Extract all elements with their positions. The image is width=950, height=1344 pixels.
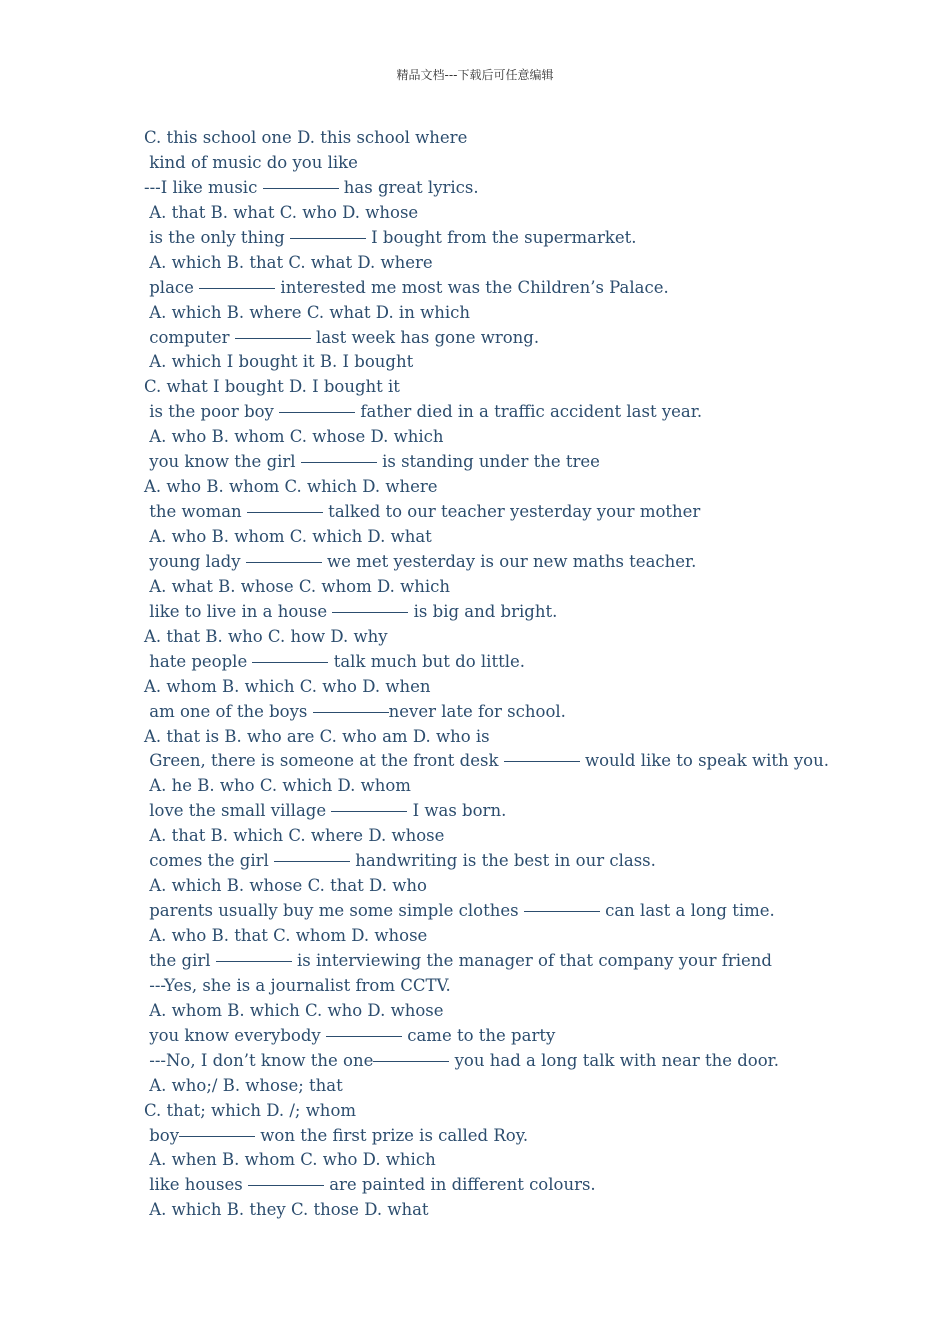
exercise-line — [144, 799, 844, 824]
line-text: A. who B. whom C. whose D. which — [144, 427, 444, 447]
answer-blank — [301, 461, 377, 463]
line-text: has great lyrics. — [338, 177, 479, 197]
answer-blank — [504, 760, 580, 762]
line-text: A. which B. they C. those D. what — [144, 1200, 429, 1220]
line-text: C. that; which D. /; whom — [144, 1100, 357, 1120]
exercise-line — [144, 1198, 844, 1223]
line-text: can last a long time. — [599, 901, 775, 921]
line-text: talk much but do little. — [328, 651, 525, 671]
line-text: the woman — [144, 502, 247, 522]
line-text: place — [144, 277, 200, 297]
line-text: the girl — [144, 950, 216, 970]
line-text: never late for school. — [388, 701, 566, 721]
exercise-line — [144, 500, 844, 525]
line-text: I was born. — [407, 801, 507, 821]
exercise-line — [144, 1024, 844, 1049]
exercise-list — [144, 126, 844, 1223]
exercise-line — [144, 1074, 844, 1099]
exercise-line — [144, 999, 844, 1024]
answer-blank — [279, 411, 355, 413]
answer-blank — [199, 287, 275, 289]
line-text: you know everybody — [144, 1025, 326, 1045]
line-text: interested me most was the Children’s Palace. — [275, 277, 669, 297]
exercise-line — [144, 625, 844, 650]
line-text: would like to speak with you. — [579, 751, 829, 771]
line-text: Green, there is someone at the front desk — [144, 751, 504, 771]
exercise-line — [144, 774, 844, 799]
line-text: A. when B. whom C. who D. which — [144, 1150, 436, 1170]
line-text: A. that B. who C. how D. why — [144, 626, 388, 646]
exercise-line — [144, 201, 844, 226]
exercise-line — [144, 1148, 844, 1173]
line-text: is standing under the tree — [376, 452, 600, 472]
answer-blank — [263, 187, 339, 189]
line-text: A. he B. who C. which D. whom — [144, 776, 411, 796]
line-text: A. which B. that C. what D. where — [144, 252, 433, 272]
line-text: A. which B. whose C. that D. who — [144, 876, 427, 896]
exercise-line — [144, 326, 844, 351]
exercise-line — [144, 575, 844, 600]
exercise-line — [144, 400, 844, 425]
answer-blank — [290, 237, 366, 239]
line-text: A. whom B. which C. who D. whose — [144, 1000, 444, 1020]
exercise-line — [144, 700, 844, 725]
exercise-line — [144, 874, 844, 899]
exercise-line — [144, 1124, 844, 1149]
line-text: we met yesterday is our new maths teacher. — [321, 551, 697, 571]
answer-blank — [274, 860, 350, 862]
exercise-line — [144, 176, 844, 201]
exercise-line — [144, 650, 844, 675]
exercise-line — [144, 276, 844, 301]
line-text: A. who;/ B. whose; that — [144, 1075, 343, 1095]
exercise-line — [144, 375, 844, 400]
line-text: kind of music do you like — [144, 152, 358, 172]
line-text: A. who B. that C. whom D. whose — [144, 926, 428, 945]
line-text: A. that is B. who are C. who am D. who is — [144, 726, 490, 746]
answer-blank — [524, 910, 600, 912]
line-text: like to live in a house — [144, 601, 333, 621]
exercise-line — [144, 525, 844, 550]
line-text: is the poor boy — [144, 402, 280, 422]
exercise-line — [144, 301, 844, 326]
exercise-line — [144, 974, 844, 999]
line-text: came to the party — [401, 1025, 556, 1045]
exercise-line — [144, 824, 844, 849]
line-text: A. that B. which C. where D. whose — [144, 826, 445, 846]
answer-blank — [235, 337, 311, 339]
exercise-line — [144, 425, 844, 450]
line-text: A. which B. where C. what D. in which — [144, 302, 470, 322]
exercise-line — [144, 226, 844, 251]
answer-blank — [216, 960, 292, 962]
line-text: A. which I bought it B. I bought — [144, 352, 414, 372]
exercise-line — [144, 949, 844, 974]
answer-blank — [248, 1184, 324, 1186]
line-text: are painted in different colours. — [323, 1175, 596, 1195]
answer-blank — [373, 1060, 449, 1062]
exercise-line — [144, 1173, 844, 1198]
exercise-line — [144, 849, 844, 874]
exercise-line — [144, 126, 844, 151]
line-text: is the only thing — [144, 227, 290, 247]
exercise-line — [144, 151, 844, 176]
line-text: is interviewing the manager of that company your friend — [291, 950, 772, 970]
line-text: I bought from the supermarket. — [365, 227, 637, 247]
line-text: love the small village — [144, 801, 332, 821]
line-text: last week has gone wrong. — [310, 327, 540, 347]
line-text: C. this school one D. this school where — [144, 128, 468, 147]
line-text: young lady — [144, 551, 246, 571]
line-text: A. who B. whom C. which D. what — [144, 527, 432, 546]
exercise-line — [144, 550, 844, 575]
line-text: boy — [144, 1125, 180, 1145]
line-text: you know the girl — [144, 452, 301, 472]
line-text: father died in a traffic accident last year. — [355, 402, 703, 422]
exercise-line — [144, 251, 844, 276]
exercise-line — [144, 725, 844, 750]
line-text: ---I like music — [144, 177, 263, 197]
answer-blank — [332, 611, 408, 613]
exercise-line — [144, 475, 844, 500]
answer-blank — [331, 810, 407, 812]
exercise-line — [144, 1049, 844, 1074]
line-text: ---Yes, she is a journalist from CCTV. — [144, 975, 451, 995]
line-text: A. that B. what C. who D. whose — [144, 202, 419, 222]
exercise-line — [144, 675, 844, 700]
line-text: you had a long talk with near the door. — [449, 1050, 779, 1070]
exercise-line — [144, 600, 844, 625]
line-text: is big and bright. — [408, 601, 558, 621]
exercise-line — [144, 450, 844, 475]
line-text: C. what I bought D. I bought it — [144, 377, 400, 397]
line-text: am one of the boys — [144, 701, 313, 721]
answer-blank — [246, 561, 322, 563]
line-text: comes the girl — [144, 851, 275, 871]
exercise-line — [144, 749, 844, 774]
line-text: like houses — [144, 1175, 248, 1195]
line-text: A. what B. whose C. whom D. which — [144, 576, 451, 596]
exercise-line — [144, 924, 844, 949]
answer-blank — [179, 1135, 255, 1137]
line-text: A. whom B. which C. who D. when — [144, 676, 431, 696]
exercise-line — [144, 1099, 844, 1124]
line-text: A. who B. whom C. which D. where — [144, 477, 438, 497]
exercise-line — [144, 350, 844, 375]
answer-blank — [326, 1035, 402, 1037]
answer-blank — [247, 511, 323, 513]
answer-blank — [313, 711, 389, 713]
line-text: ---No, I don’t know the one — [144, 1050, 374, 1070]
line-text: parents usually buy me some simple clothes — [144, 901, 524, 921]
line-text: computer — [144, 327, 235, 347]
exercise-line — [144, 899, 844, 924]
line-text: handwriting is the best in our class. — [350, 851, 656, 871]
line-text: hate people — [144, 651, 253, 671]
line-text: won the first prize is called Roy. — [255, 1125, 529, 1145]
page-header: 精品文档---下载后可任意编辑 — [396, 68, 554, 82]
line-text: talked to our teacher yesterday your mother — [322, 502, 701, 522]
answer-blank — [252, 661, 328, 663]
